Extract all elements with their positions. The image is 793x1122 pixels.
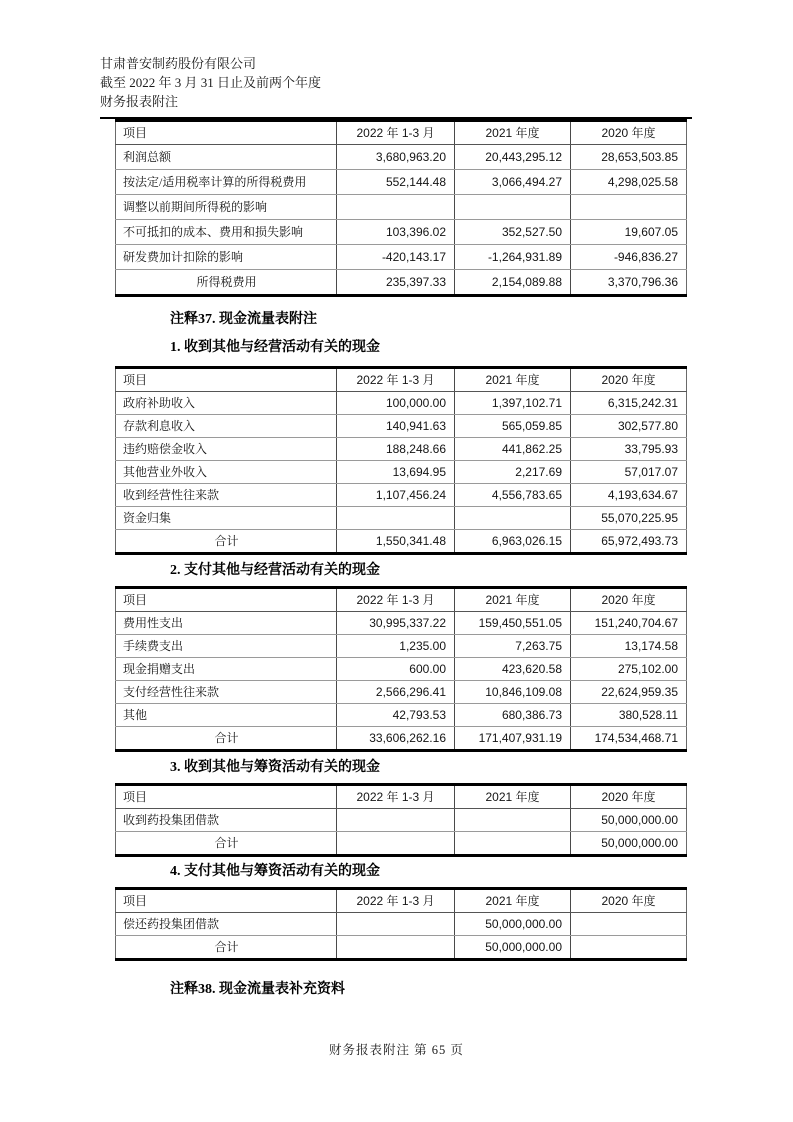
row-label: 所得税费用 [116, 270, 337, 296]
table-row [116, 832, 687, 856]
table-row [116, 145, 687, 170]
row-label: 合计 [116, 832, 337, 856]
value-2022 [337, 507, 455, 530]
column-header-2021: 2021 年度 [455, 121, 571, 145]
value-2021 [455, 832, 571, 856]
table-row [116, 727, 687, 751]
table-row [116, 195, 687, 220]
value-2022: 235,397.33 [337, 270, 455, 296]
value-2021: -1,264,931.89 [455, 245, 571, 270]
value-2020: 57,017.07 [571, 461, 687, 484]
subsection1-heading: 1. 收到其他与经营活动有关的现金 [170, 340, 380, 355]
other-financing-cash-paid-table [115, 887, 687, 961]
value-2020 [571, 195, 687, 220]
table-row [116, 681, 687, 704]
row-label: 费用性支出 [116, 612, 337, 635]
column-header-2021: 2021 年度 [455, 785, 571, 809]
subsection4-heading: 4. 支付其他与筹资活动有关的现金 [170, 864, 380, 879]
value-2020: 3,370,796.36 [571, 270, 687, 296]
row-label: 收到经营性往来款 [116, 484, 337, 507]
value-2022: 3,680,963.20 [337, 145, 455, 170]
table-row [116, 220, 687, 245]
column-header-2022: 2022 年 1-3 月 [337, 368, 455, 392]
value-2022: 552,144.48 [337, 170, 455, 195]
reporting-period-line: 截至 2022 年 3 月 31 日止及前两个年度 [100, 75, 322, 90]
row-label: 合计 [116, 530, 337, 554]
value-2021: 171,407,931.19 [455, 727, 571, 751]
row-label: 调整以前期间所得税的影响 [116, 195, 337, 220]
column-header-2020: 2020 年度 [571, 889, 687, 913]
column-header-2020: 2020 年度 [571, 785, 687, 809]
column-header-2022: 2022 年 1-3 月 [337, 889, 455, 913]
value-2020: 302,577.80 [571, 415, 687, 438]
row-label: 其他 [116, 704, 337, 727]
value-2022: 1,235.00 [337, 635, 455, 658]
value-2020: 19,607.05 [571, 220, 687, 245]
table-row [116, 936, 687, 960]
value-2020: 22,624,959.35 [571, 681, 687, 704]
table-row [116, 415, 687, 438]
note37-heading: 注释37. 现金流量表附注 [170, 312, 317, 327]
value-2020 [571, 913, 687, 936]
value-2021: 1,397,102.71 [455, 392, 571, 415]
row-label: 其他营业外收入 [116, 461, 337, 484]
value-2021: 2,154,089.88 [455, 270, 571, 296]
table-row [116, 245, 687, 270]
income-tax-expense-table [115, 119, 687, 297]
row-label: 支付经营性往来款 [116, 681, 337, 704]
row-label: 偿还药投集团借款 [116, 913, 337, 936]
value-2022: 42,793.53 [337, 704, 455, 727]
column-header-2020: 2020 年度 [571, 588, 687, 612]
value-2021: 2,217.69 [455, 461, 571, 484]
column-header-2021: 2021 年度 [455, 889, 571, 913]
value-2022 [337, 832, 455, 856]
row-label: 政府补助收入 [116, 392, 337, 415]
subsection3-heading: 3. 收到其他与筹资活动有关的现金 [170, 760, 380, 775]
value-2022 [337, 809, 455, 832]
value-2020: 13,174.58 [571, 635, 687, 658]
value-2022 [337, 195, 455, 220]
value-2022: 33,606,262.16 [337, 727, 455, 751]
table-row [116, 635, 687, 658]
value-2022: 2,566,296.41 [337, 681, 455, 704]
column-header-item: 项目 [116, 785, 337, 809]
value-2021: 4,556,783.65 [455, 484, 571, 507]
value-2021: 50,000,000.00 [455, 936, 571, 960]
row-label: 违约赔偿金收入 [116, 438, 337, 461]
document-type-line: 财务报表附注 [100, 94, 179, 109]
table-row [116, 612, 687, 635]
table-header-row [116, 588, 687, 612]
value-2022: 140,941.63 [337, 415, 455, 438]
value-2021: 7,263.75 [455, 635, 571, 658]
value-2021 [455, 195, 571, 220]
value-2020: 50,000,000.00 [571, 809, 687, 832]
value-2022: 188,248.66 [337, 438, 455, 461]
table-header-row [116, 121, 687, 145]
document-header [100, 0, 793, 111]
other-financing-cash-received-table [115, 783, 687, 857]
value-2022 [337, 936, 455, 960]
row-label: 合计 [116, 727, 337, 751]
table-row [116, 809, 687, 832]
value-2020: 174,534,468.71 [571, 727, 687, 751]
value-2022: -420,143.17 [337, 245, 455, 270]
row-label: 资金归集 [116, 507, 337, 530]
value-2021: 50,000,000.00 [455, 913, 571, 936]
value-2020: 4,298,025.58 [571, 170, 687, 195]
table-row [116, 507, 687, 530]
value-2020: 151,240,704.67 [571, 612, 687, 635]
value-2020: 65,972,493.73 [571, 530, 687, 554]
row-label: 不可抵扣的成本、费用和损失影响 [116, 220, 337, 245]
column-header-2021: 2021 年度 [455, 368, 571, 392]
column-header-item: 项目 [116, 588, 337, 612]
value-2021: 680,386.73 [455, 704, 571, 727]
table-header-row [116, 368, 687, 392]
row-label: 现金捐赠支出 [116, 658, 337, 681]
value-2020: 33,795.93 [571, 438, 687, 461]
column-header-2022: 2022 年 1-3 月 [337, 785, 455, 809]
table-header-row [116, 785, 687, 809]
column-header-2022: 2022 年 1-3 月 [337, 121, 455, 145]
table-row [116, 658, 687, 681]
value-2022: 1,550,341.48 [337, 530, 455, 554]
column-header-2020: 2020 年度 [571, 121, 687, 145]
value-2021: 441,862.25 [455, 438, 571, 461]
page-footer [0, 1040, 793, 1058]
value-2020: 380,528.11 [571, 704, 687, 727]
value-2020: 4,193,634.67 [571, 484, 687, 507]
value-2020 [571, 936, 687, 960]
value-2021: 20,443,295.12 [455, 145, 571, 170]
other-operating-cash-paid-table [115, 586, 687, 752]
row-label: 合计 [116, 936, 337, 960]
column-header-item: 项目 [116, 121, 337, 145]
value-2021: 10,846,109.08 [455, 681, 571, 704]
table-row [116, 392, 687, 415]
column-header-2022: 2022 年 1-3 月 [337, 588, 455, 612]
row-label: 按法定/适用税率计算的所得税费用 [116, 170, 337, 195]
value-2021: 159,450,551.05 [455, 612, 571, 635]
value-2020: 275,102.00 [571, 658, 687, 681]
table-row [116, 704, 687, 727]
column-header-item: 项目 [116, 889, 337, 913]
value-2022: 30,995,337.22 [337, 612, 455, 635]
other-operating-cash-received-table [115, 366, 687, 555]
value-2020: -946,836.27 [571, 245, 687, 270]
row-label: 手续费支出 [116, 635, 337, 658]
table-row [116, 170, 687, 195]
value-2022: 103,396.02 [337, 220, 455, 245]
value-2020: 28,653,503.85 [571, 145, 687, 170]
value-2020: 50,000,000.00 [571, 832, 687, 856]
value-2022: 13,694.95 [337, 461, 455, 484]
value-2022: 100,000.00 [337, 392, 455, 415]
company-name: 甘肃普安制药股份有限公司 [100, 56, 257, 71]
value-2021: 565,059.85 [455, 415, 571, 438]
table-row [116, 270, 687, 296]
footer-text: 财务报表附注 第 65 页 [329, 1043, 464, 1057]
table-row [116, 438, 687, 461]
column-header-item: 项目 [116, 368, 337, 392]
row-label: 利润总额 [116, 145, 337, 170]
value-2020: 55,070,225.95 [571, 507, 687, 530]
value-2022: 1,107,456.24 [337, 484, 455, 507]
subsection2-heading: 2. 支付其他与经营活动有关的现金 [170, 563, 380, 578]
value-2021: 3,066,494.27 [455, 170, 571, 195]
value-2021: 352,527.50 [455, 220, 571, 245]
value-2021: 6,963,026.15 [455, 530, 571, 554]
table-row [116, 484, 687, 507]
value-2021: 423,620.58 [455, 658, 571, 681]
value-2021 [455, 507, 571, 530]
column-header-2021: 2021 年度 [455, 588, 571, 612]
column-header-2020: 2020 年度 [571, 368, 687, 392]
table-header-row [116, 889, 687, 913]
value-2021 [455, 809, 571, 832]
value-2022: 600.00 [337, 658, 455, 681]
row-label: 存款利息收入 [116, 415, 337, 438]
value-2022 [337, 913, 455, 936]
table-row [116, 913, 687, 936]
row-label: 收到药投集团借款 [116, 809, 337, 832]
row-label: 研发费加计扣除的影响 [116, 245, 337, 270]
value-2020: 6,315,242.31 [571, 392, 687, 415]
table-row [116, 461, 687, 484]
note38-heading: 注释38. 现金流量表补充资料 [170, 982, 345, 997]
table-row [116, 530, 687, 554]
